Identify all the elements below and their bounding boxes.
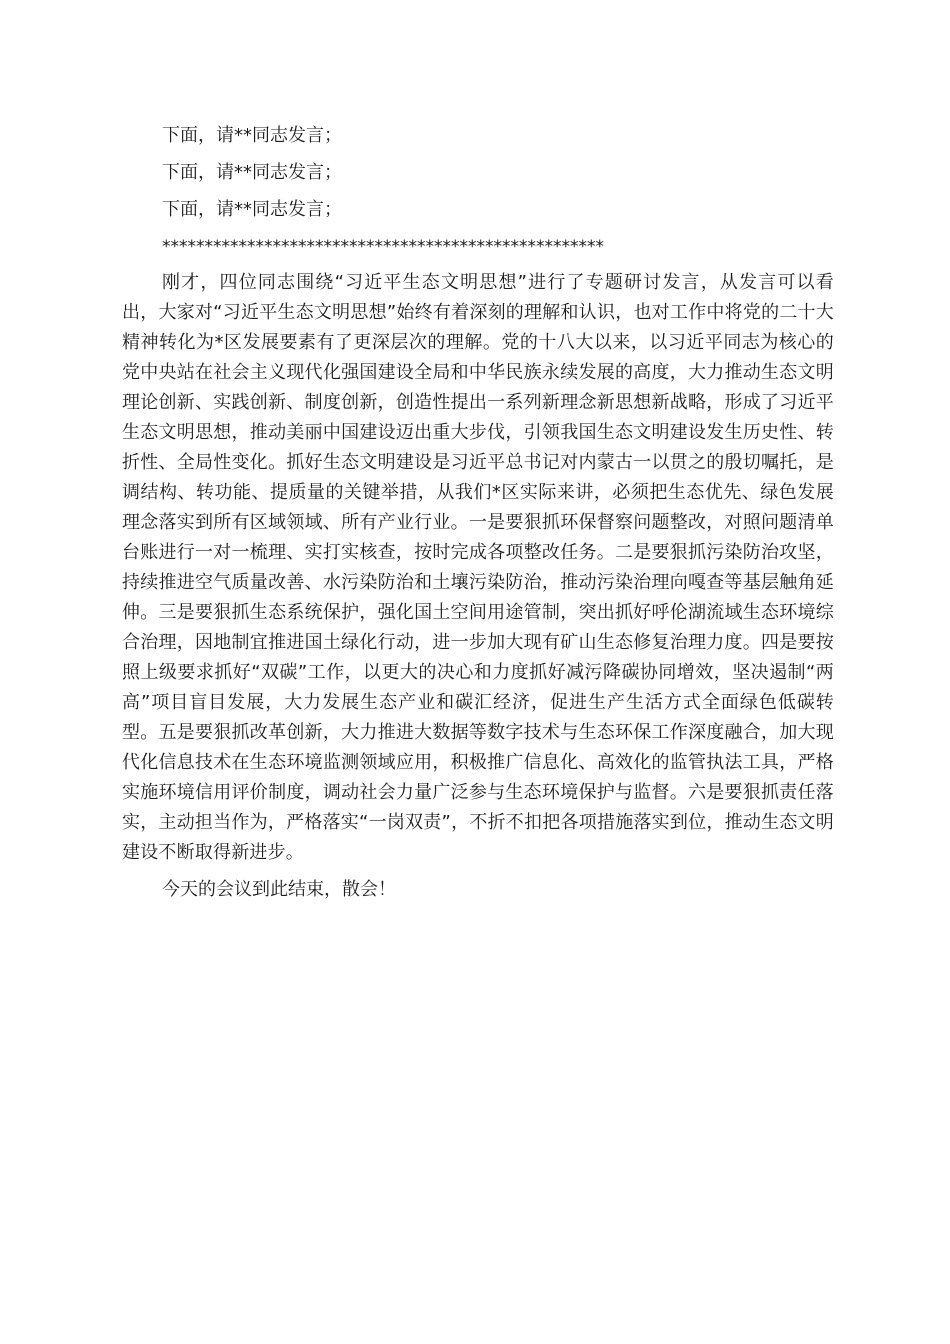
separator-line: ****************************************************	[162, 237, 604, 257]
summary-paragraph: 刚才，四位同志围绕“习近平生态文明思想”进行了专题研讨发言，从发言可以看出，大家对“习近平生态文明思想”始终有着深刻的理解和认识，也对工作中将党的二十大精神转化为*区发展要素有了更深层次的理解。党的十八大以来，以习近平同志为核心的党中央站在社会主义现代化强国建设全局和中华民族永续发展的高度，大力推动生态文明理论创新、实践创新、制度创新，创造性提出一系列新理念新思想新战略，形成了习近平生态文明思想，推动美丽中国建设迈出重大步伐，引领我国生态文明建设发生历史性、转折性、全局性变化。抓好生态文明建设是习近平总书记对内蒙古一以贯之的殷切嘱托，是调结构、转功能、提质量的关键举措，从我们*区实际来讲，必须把生态优先、绿色发展理念落实到所有区域领域、所有产业行业。一是要狠抓环保督察问题整改，对照问题清单台账进行一对一梳理、实打实核查，按时完成各项整改任务。二是要狠抓污染防治攻坚，持续推进空气质量改善、水污染防治和土壤污染防治，推动污染治理向嘎查等基层触角延伸。三是要狠抓生态系统保护，强化国土空间用途管制，突出抓好呼伦湖流域生态环境综合治理，因地制宜推进国土绿化行动，进一步加大现有矿山生态修复治理力度。四是要按照上级要求抓好“双碳”工作，以更大的决心和力度抓好减污降碳协同增效，坚决遏制“两高”项目盲目发展，大力发展生态产业和碳汇经济，促进生产生活方式全面绿色低碳转型。五是要狠抓改革创新，大力推进大数据等数字技术与生态环保工作深度融合，加大现代化信息技术在生态环境监测领域应用，积极推广信息化、高效化的监管执法工具，严格实施环境信用评价制度，调动社会力量广泛参与生态环境保护与监督。六是要狠抓责任落实，主动担当作为，严格落实“一岗双责”，不折不扣把各项措施落实到位，推动生态文明建设不断取得新进步。	[122, 272, 834, 863]
document-body	[122, 121, 834, 905]
closing-line: 今天的会议到此结束，散会！	[162, 879, 396, 900]
speaker-line: 下面，请**同志发言；	[162, 162, 342, 183]
speaker-line: 下面，请**同志发言；	[162, 199, 342, 220]
speaker-line: 下面，请**同志发言；	[162, 125, 342, 146]
